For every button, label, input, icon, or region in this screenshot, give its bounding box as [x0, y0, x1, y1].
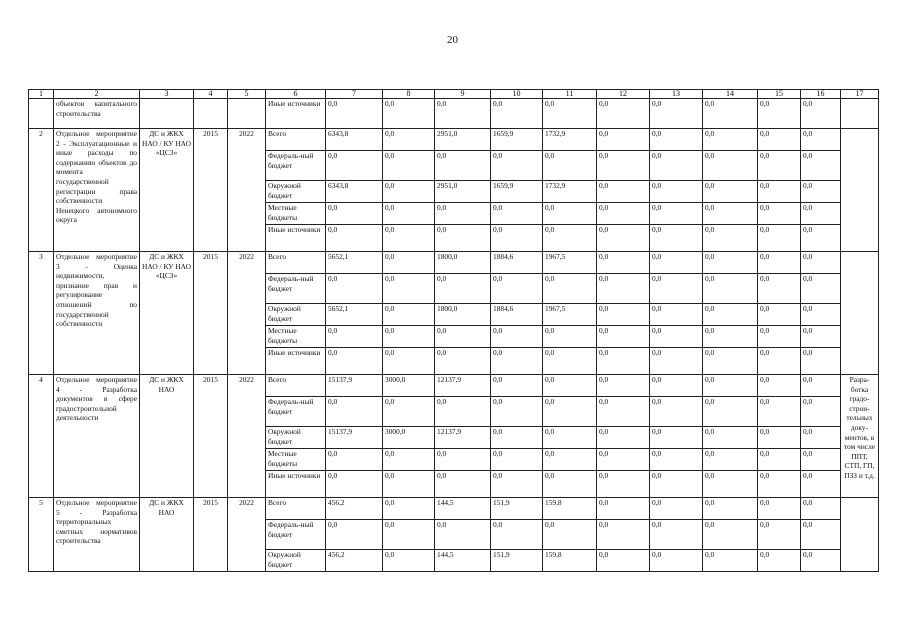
amount-cell: 0,0: [597, 498, 650, 520]
amount-cell: 0,0: [703, 471, 758, 498]
amount-cell: 2951,0: [435, 181, 491, 203]
item-number: 5: [29, 498, 54, 572]
item-number: 2: [29, 129, 54, 252]
amount-cell: 0,0: [543, 151, 597, 181]
amount-cell: 159,8: [543, 498, 597, 520]
executor: ДС и ЖКХ НАО / КУ НАО «ЦСЗ»: [140, 129, 194, 252]
amount-cell: 0,0: [650, 471, 703, 498]
amount-cell: 0,0: [491, 375, 543, 397]
amount-cell: 0,0: [758, 274, 801, 304]
amount-cell: 1884,6: [491, 304, 543, 326]
amount-cell: 0,0: [597, 99, 650, 129]
table-row: [29, 252, 879, 274]
amount-cell: 0,0: [703, 129, 758, 151]
amount-cell: 0,0: [597, 326, 650, 348]
amount-cell: 0,0: [491, 274, 543, 304]
amount-cell: 0,0: [383, 252, 435, 274]
funding-source: Федераль-ный бюджет: [266, 397, 326, 427]
amount-cell: 0,0: [491, 348, 543, 375]
amount-cell: 0,0: [758, 129, 801, 151]
result-note: [841, 498, 879, 572]
amount-cell: 456,2: [326, 498, 383, 520]
year-end: 2022: [228, 129, 266, 252]
amount-cell: 0,0: [801, 129, 841, 151]
amount-cell: 0,0: [650, 129, 703, 151]
amount-cell: 0,0: [326, 225, 383, 252]
amount-cell: 0,0: [543, 375, 597, 397]
amount-cell: 0,0: [703, 397, 758, 427]
amount-cell: 0,0: [326, 449, 383, 471]
amount-cell: 1732,9: [543, 181, 597, 203]
amount-cell: 0,0: [801, 550, 841, 572]
amount-cell: 0,0: [758, 520, 801, 550]
column-number: 15: [758, 90, 801, 99]
amount-cell: 0,0: [383, 348, 435, 375]
year-start: [194, 99, 228, 129]
amount-cell: 0,0: [491, 449, 543, 471]
amount-cell: 0,0: [383, 397, 435, 427]
amount-cell: 0,0: [758, 203, 801, 225]
amount-cell: 15137,9: [326, 375, 383, 397]
year-end: 2022: [228, 498, 266, 572]
amount-cell: 0,0: [543, 449, 597, 471]
amount-cell: 0,0: [383, 498, 435, 520]
amount-cell: 0,0: [758, 348, 801, 375]
amount-cell: 0,0: [383, 129, 435, 151]
funding-source: Всего: [266, 129, 326, 151]
amount-cell: 0,0: [650, 203, 703, 225]
funding-source: Всего: [266, 252, 326, 274]
amount-cell: 151,9: [491, 550, 543, 572]
amount-cell: 0,0: [491, 397, 543, 427]
amount-cell: 0,0: [650, 550, 703, 572]
amount-cell: 0,0: [758, 225, 801, 252]
amount-cell: 0,0: [597, 397, 650, 427]
amount-cell: 0,0: [650, 99, 703, 129]
amount-cell: 15137,9: [326, 427, 383, 449]
amount-cell: 0,0: [597, 225, 650, 252]
funding-source: Местные бюджеты: [266, 449, 326, 471]
amount-cell: 0,0: [543, 225, 597, 252]
amount-cell: 0,0: [758, 326, 801, 348]
amount-cell: 0,0: [435, 397, 491, 427]
amount-cell: 0,0: [383, 181, 435, 203]
amount-cell: 0,0: [758, 498, 801, 520]
funding-source: Окружной бюджет: [266, 550, 326, 572]
amount-cell: 0,0: [650, 397, 703, 427]
amount-cell: 0,0: [326, 326, 383, 348]
amount-cell: 0,0: [597, 181, 650, 203]
funding-source: Всего: [266, 498, 326, 520]
column-number: 3: [140, 90, 194, 99]
amount-cell: 0,0: [758, 304, 801, 326]
table-row: [29, 99, 879, 129]
amount-cell: 0,0: [597, 550, 650, 572]
funding-source: Федераль-ный бюджет: [266, 520, 326, 550]
amount-cell: 0,0: [383, 520, 435, 550]
amount-cell: 0,0: [543, 99, 597, 129]
year-end: 2022: [228, 375, 266, 498]
amount-cell: 6343,8: [326, 181, 383, 203]
amount-cell: 0,0: [650, 274, 703, 304]
funding-source: Иные источники: [266, 99, 326, 129]
executor: [140, 99, 194, 129]
measure-name: Отдельное мероприятие 5 - Разработка территориальных сметных нормативов строительства: [54, 498, 140, 572]
amount-cell: 0,0: [650, 151, 703, 181]
table-row: [29, 375, 879, 397]
measure-name: Отдельное мероприятие 4 - Разработка документов в сфере градостроительной деятельности: [54, 375, 140, 498]
amount-cell: 1659,9: [491, 129, 543, 151]
funding-source: Местные бюджеты: [266, 203, 326, 225]
funding-source: Иные источники: [266, 471, 326, 498]
amount-cell: 0,0: [383, 274, 435, 304]
amount-cell: 0,0: [543, 520, 597, 550]
amount-cell: 144,5: [435, 498, 491, 520]
amount-cell: 2951,0: [435, 129, 491, 151]
amount-cell: 0,0: [543, 427, 597, 449]
amount-cell: 0,0: [597, 348, 650, 375]
amount-cell: 0,0: [703, 520, 758, 550]
result-note: [841, 129, 879, 252]
amount-cell: 0,0: [491, 225, 543, 252]
amount-cell: 0,0: [703, 550, 758, 572]
amount-cell: 0,0: [650, 520, 703, 550]
amount-cell: 0,0: [383, 151, 435, 181]
amount-cell: 0,0: [801, 252, 841, 274]
amount-cell: 0,0: [597, 304, 650, 326]
amount-cell: 0,0: [801, 151, 841, 181]
amount-cell: 0,0: [491, 520, 543, 550]
amount-cell: 0,0: [597, 151, 650, 181]
amount-cell: 5652,1: [326, 304, 383, 326]
amount-cell: 0,0: [703, 449, 758, 471]
amount-cell: 0,0: [801, 181, 841, 203]
executor: ДС и ЖКХ НАО: [140, 375, 194, 498]
column-number: 17: [841, 90, 879, 99]
amount-cell: 151,9: [491, 498, 543, 520]
amount-cell: 0,0: [801, 304, 841, 326]
amount-cell: 1800,0: [435, 252, 491, 274]
amount-cell: 0,0: [543, 471, 597, 498]
amount-cell: 0,0: [326, 151, 383, 181]
column-number: 4: [194, 90, 228, 99]
column-number: 12: [597, 90, 650, 99]
amount-cell: 0,0: [435, 471, 491, 498]
amount-cell: 1732,9: [543, 129, 597, 151]
year-start: 2015: [194, 498, 228, 572]
amount-cell: 159,8: [543, 550, 597, 572]
amount-cell: 0,0: [491, 203, 543, 225]
amount-cell: 0,0: [703, 304, 758, 326]
amount-cell: 0,0: [491, 151, 543, 181]
amount-cell: 0,0: [758, 471, 801, 498]
executor: ДС и ЖКХ НАО / КУ НАО «ЦСЗ»: [140, 252, 194, 375]
amount-cell: 0,0: [703, 427, 758, 449]
amount-cell: 0,0: [597, 520, 650, 550]
year-start: 2015: [194, 375, 228, 498]
column-number: 2: [54, 90, 140, 99]
amount-cell: 0,0: [801, 348, 841, 375]
amount-cell: 0,0: [326, 99, 383, 129]
header-row: [29, 90, 879, 99]
amount-cell: 0,0: [326, 274, 383, 304]
amount-cell: 1967,5: [543, 304, 597, 326]
amount-cell: 0,0: [801, 326, 841, 348]
amount-cell: 0,0: [326, 203, 383, 225]
amount-cell: 0,0: [491, 471, 543, 498]
funding-source: Федераль-ный бюджет: [266, 151, 326, 181]
amount-cell: 0,0: [383, 471, 435, 498]
column-number: 9: [435, 90, 491, 99]
column-number: 8: [383, 90, 435, 99]
amount-cell: 0,0: [435, 203, 491, 225]
amount-cell: 0,0: [650, 326, 703, 348]
amount-cell: 0,0: [801, 99, 841, 129]
amount-cell: 0,0: [801, 203, 841, 225]
amount-cell: 0,0: [758, 397, 801, 427]
page-number: 20: [447, 34, 458, 46]
amount-cell: 0,0: [597, 427, 650, 449]
amount-cell: 0,0: [383, 225, 435, 252]
amount-cell: 0,0: [326, 348, 383, 375]
funding-source: Местные бюджеты: [266, 326, 326, 348]
funding-source: Иные источники: [266, 348, 326, 375]
amount-cell: 0,0: [326, 397, 383, 427]
executor: ДС и ЖКХ НАО: [140, 498, 194, 572]
funding-source: Окружной бюджет: [266, 427, 326, 449]
amount-cell: 6343,8: [326, 129, 383, 151]
funding-source: Всего: [266, 375, 326, 397]
amount-cell: 0,0: [383, 203, 435, 225]
amount-cell: 0,0: [650, 348, 703, 375]
amount-cell: 0,0: [383, 99, 435, 129]
amount-cell: 0,0: [491, 427, 543, 449]
year-start: 2015: [194, 129, 228, 252]
column-number: 13: [650, 90, 703, 99]
amount-cell: 0,0: [650, 304, 703, 326]
amount-cell: 0,0: [597, 252, 650, 274]
amount-cell: 0,0: [703, 99, 758, 129]
amount-cell: 0,0: [801, 427, 841, 449]
amount-cell: 0,0: [703, 203, 758, 225]
column-number: 5: [228, 90, 266, 99]
amount-cell: 0,0: [597, 471, 650, 498]
amount-cell: 0,0: [650, 449, 703, 471]
year-end: [228, 99, 266, 129]
amount-cell: 0,0: [650, 181, 703, 203]
funding-source: Иные источники: [266, 225, 326, 252]
amount-cell: 0,0: [435, 151, 491, 181]
amount-cell: 0,0: [491, 326, 543, 348]
amount-cell: 0,0: [543, 348, 597, 375]
amount-cell: 0,0: [597, 129, 650, 151]
item-number: [29, 99, 54, 129]
amount-cell: 0,0: [435, 348, 491, 375]
amount-cell: 0,0: [543, 397, 597, 427]
amount-cell: 1967,5: [543, 252, 597, 274]
amount-cell: 0,0: [758, 99, 801, 129]
amount-cell: 0,0: [801, 225, 841, 252]
amount-cell: 12137,9: [435, 375, 491, 397]
column-number: 14: [703, 90, 758, 99]
table-row: [29, 498, 879, 520]
funding-source: Федераль-ный бюджет: [266, 274, 326, 304]
amount-cell: 0,0: [703, 274, 758, 304]
amount-cell: 0,0: [758, 449, 801, 471]
amount-cell: 0,0: [703, 348, 758, 375]
amount-cell: 0,0: [801, 274, 841, 304]
amount-cell: 0,0: [703, 225, 758, 252]
amount-cell: 0,0: [801, 449, 841, 471]
amount-cell: 3000,0: [383, 375, 435, 397]
column-number: 6: [266, 90, 326, 99]
amount-cell: 0,0: [326, 471, 383, 498]
amount-cell: 0,0: [650, 225, 703, 252]
year-end: 2022: [228, 252, 266, 375]
year-start: 2015: [194, 252, 228, 375]
measure-name: Отдельное мероприятие 3 - Оценка недвижимости, признание прав и регулирование отношений по государственной собственности: [54, 252, 140, 375]
amount-cell: 0,0: [543, 274, 597, 304]
amount-cell: 0,0: [383, 550, 435, 572]
amount-cell: 0,0: [703, 498, 758, 520]
budget-table: [28, 89, 879, 572]
amount-cell: 0,0: [650, 252, 703, 274]
amount-cell: 0,0: [703, 151, 758, 181]
table-row: [29, 129, 879, 151]
result-note: Разра-ботка градо-строи-тельных доку-ментов, в том числе ППТ, СТП, ГП, ПЗЗ и т.д.: [841, 375, 879, 498]
amount-cell: 12137,9: [435, 427, 491, 449]
amount-cell: 0,0: [801, 520, 841, 550]
amount-cell: 0,0: [543, 326, 597, 348]
amount-cell: 0,0: [703, 181, 758, 203]
amount-cell: 456,2: [326, 550, 383, 572]
amount-cell: 0,0: [597, 375, 650, 397]
amount-cell: 0,0: [435, 225, 491, 252]
funding-source: Окружной бюджет: [266, 304, 326, 326]
amount-cell: 0,0: [758, 151, 801, 181]
item-number: 4: [29, 375, 54, 498]
amount-cell: 0,0: [758, 550, 801, 572]
amount-cell: 0,0: [326, 520, 383, 550]
amount-cell: 0,0: [383, 304, 435, 326]
column-number: 16: [801, 90, 841, 99]
amount-cell: 0,0: [801, 471, 841, 498]
amount-cell: 0,0: [383, 326, 435, 348]
amount-cell: 0,0: [650, 498, 703, 520]
amount-cell: 0,0: [435, 326, 491, 348]
amount-cell: 0,0: [703, 375, 758, 397]
amount-cell: 0,0: [597, 449, 650, 471]
amount-cell: 1800,0: [435, 304, 491, 326]
funding-source: Окружной бюджет: [266, 181, 326, 203]
amount-cell: 0,0: [758, 375, 801, 397]
column-number: 11: [543, 90, 597, 99]
amount-cell: 0,0: [435, 274, 491, 304]
amount-cell: 1884,6: [491, 252, 543, 274]
column-number: 7: [326, 90, 383, 99]
amount-cell: 0,0: [801, 397, 841, 427]
amount-cell: 0,0: [801, 498, 841, 520]
amount-cell: 0,0: [650, 375, 703, 397]
amount-cell: 0,0: [597, 274, 650, 304]
amount-cell: 0,0: [383, 449, 435, 471]
result-note: [841, 252, 879, 375]
amount-cell: 0,0: [435, 99, 491, 129]
amount-cell: 0,0: [758, 181, 801, 203]
amount-cell: 1659,9: [491, 181, 543, 203]
amount-cell: 0,0: [435, 520, 491, 550]
amount-cell: 0,0: [597, 203, 650, 225]
amount-cell: 3000,0: [383, 427, 435, 449]
measure-name: Отдельное мероприятие 2 - Эксплуатационные и иные расходы по содержанию объектов до момента государственной регистрации права собственности Ненецкого автономного округа: [54, 129, 140, 252]
amount-cell: 0,0: [491, 99, 543, 129]
amount-cell: 0,0: [758, 252, 801, 274]
amount-cell: 5652,1: [326, 252, 383, 274]
amount-cell: 0,0: [543, 203, 597, 225]
amount-cell: 0,0: [435, 449, 491, 471]
amount-cell: 0,0: [703, 252, 758, 274]
column-number: 1: [29, 90, 54, 99]
amount-cell: 0,0: [801, 375, 841, 397]
measure-name: объектов капитального строительства: [54, 99, 140, 129]
amount-cell: 0,0: [650, 427, 703, 449]
amount-cell: 0,0: [758, 427, 801, 449]
item-number: 3: [29, 252, 54, 375]
column-number: 10: [491, 90, 543, 99]
amount-cell: 144,5: [435, 550, 491, 572]
amount-cell: 0,0: [703, 326, 758, 348]
result-note: [841, 99, 879, 129]
